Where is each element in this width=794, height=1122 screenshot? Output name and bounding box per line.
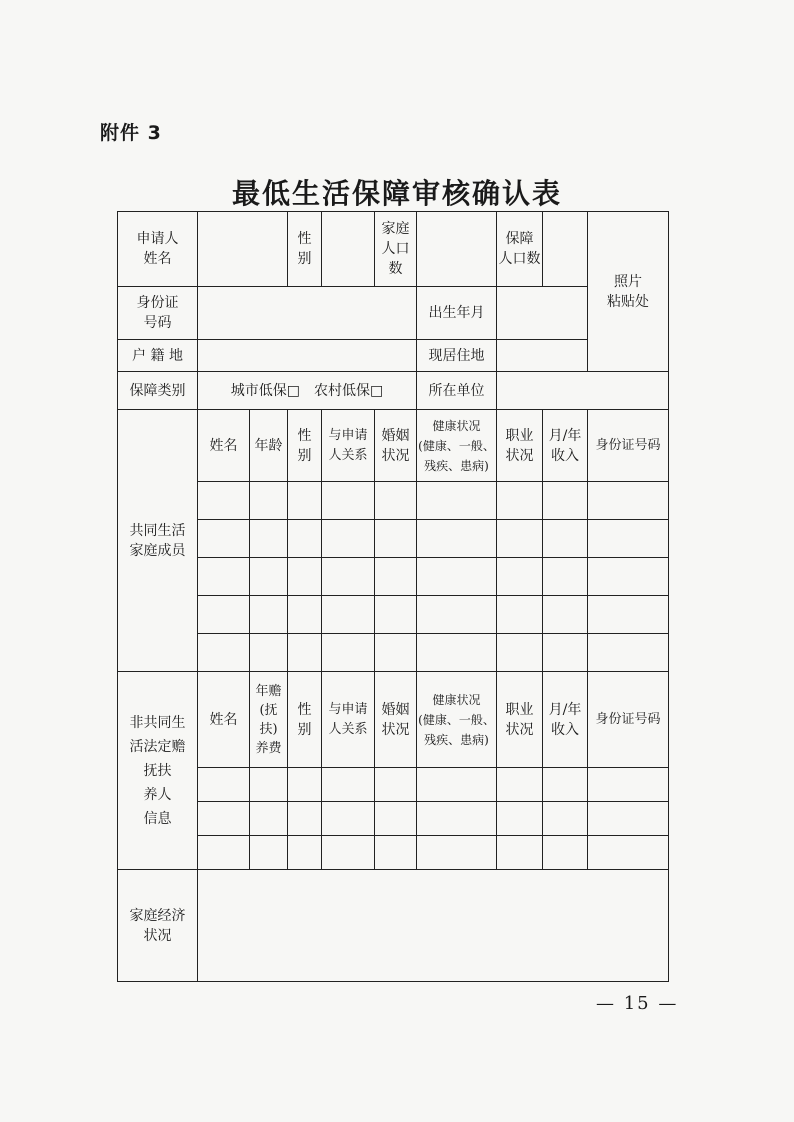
birth-date-field[interactable] xyxy=(497,287,588,340)
page-number: — 15 — xyxy=(596,993,679,1014)
confirmation-form-table xyxy=(117,211,669,982)
support-header-gender: 性 别 xyxy=(288,672,322,768)
col-header-marital: 婚姻 状况 xyxy=(375,410,417,482)
current-address-label: 现居住地 xyxy=(417,340,497,372)
col-header-age: 年龄 xyxy=(250,410,288,482)
page-title: 最低生活保障审核确认表 xyxy=(231,177,562,210)
support-header-occupation: 职业 状况 xyxy=(497,672,543,768)
family-economy-field[interactable] xyxy=(198,870,669,982)
id-number-field[interactable] xyxy=(198,287,417,340)
current-address-field[interactable] xyxy=(497,340,588,372)
protected-count-label: 保障 人口数 xyxy=(497,212,543,287)
household-size-label: 家庭 人口 数 xyxy=(375,212,417,287)
col-header-name: 姓名 xyxy=(198,410,250,482)
table-row xyxy=(118,596,669,634)
table-row xyxy=(118,768,669,802)
support-header-fee: 年赡 (抚 扶) 养费 xyxy=(250,672,288,768)
table-row xyxy=(118,558,669,596)
gender-label: 性 别 xyxy=(288,212,322,287)
table-row xyxy=(118,802,669,836)
gender-field[interactable] xyxy=(322,212,375,287)
protection-type-options[interactable]: 城市低保□ 农村低保□ xyxy=(198,372,417,410)
household-register-field[interactable] xyxy=(198,340,417,372)
id-number-label: 身份证 号码 xyxy=(118,287,198,340)
attachment-label: 附件 3 xyxy=(100,122,162,144)
support-header-name: 姓名 xyxy=(198,672,250,768)
col-header-relation: 与申请 人关系 xyxy=(322,410,375,482)
table-row xyxy=(118,836,669,870)
support-header-income: 月/年 收入 xyxy=(543,672,588,768)
protected-count-field[interactable] xyxy=(543,212,588,287)
workplace-label: 所在单位 xyxy=(417,372,497,410)
table-row xyxy=(118,634,669,672)
col-header-gender: 性 别 xyxy=(288,410,322,482)
household-size-field[interactable] xyxy=(417,212,497,287)
table-row xyxy=(118,520,669,558)
household-register-label: 户 籍 地 xyxy=(118,340,198,372)
col-header-health: 健康状况 (健康、一般、 残疾、患病) xyxy=(417,410,497,482)
non-cohabiting-section-label: 非共同生 活法定赡 抚扶 养人 信息 xyxy=(118,672,198,870)
support-header-relation: 与申请 人关系 xyxy=(322,672,375,768)
cohabiting-section-label: 共同生活 家庭成员 xyxy=(118,410,198,672)
photo-area: 照片 粘贴处 xyxy=(588,212,669,372)
birth-date-label: 出生年月 xyxy=(417,287,497,340)
col-header-income: 月/年 收入 xyxy=(543,410,588,482)
applicant-name-field[interactable] xyxy=(198,212,288,287)
col-header-id-number: 身份证号码 xyxy=(588,410,669,482)
workplace-field[interactable] xyxy=(497,372,669,410)
applicant-name-label: 申请人 姓名 xyxy=(118,212,198,287)
protection-type-label: 保障类别 xyxy=(118,372,198,410)
family-economy-label: 家庭经济 状况 xyxy=(118,870,198,982)
support-header-id-number: 身份证号码 xyxy=(588,672,669,768)
support-header-health: 健康状况 (健康、一般、 残疾、患病) xyxy=(417,672,497,768)
support-header-marital: 婚姻 状况 xyxy=(375,672,417,768)
col-header-occupation: 职业 状况 xyxy=(497,410,543,482)
table-row xyxy=(118,482,669,520)
